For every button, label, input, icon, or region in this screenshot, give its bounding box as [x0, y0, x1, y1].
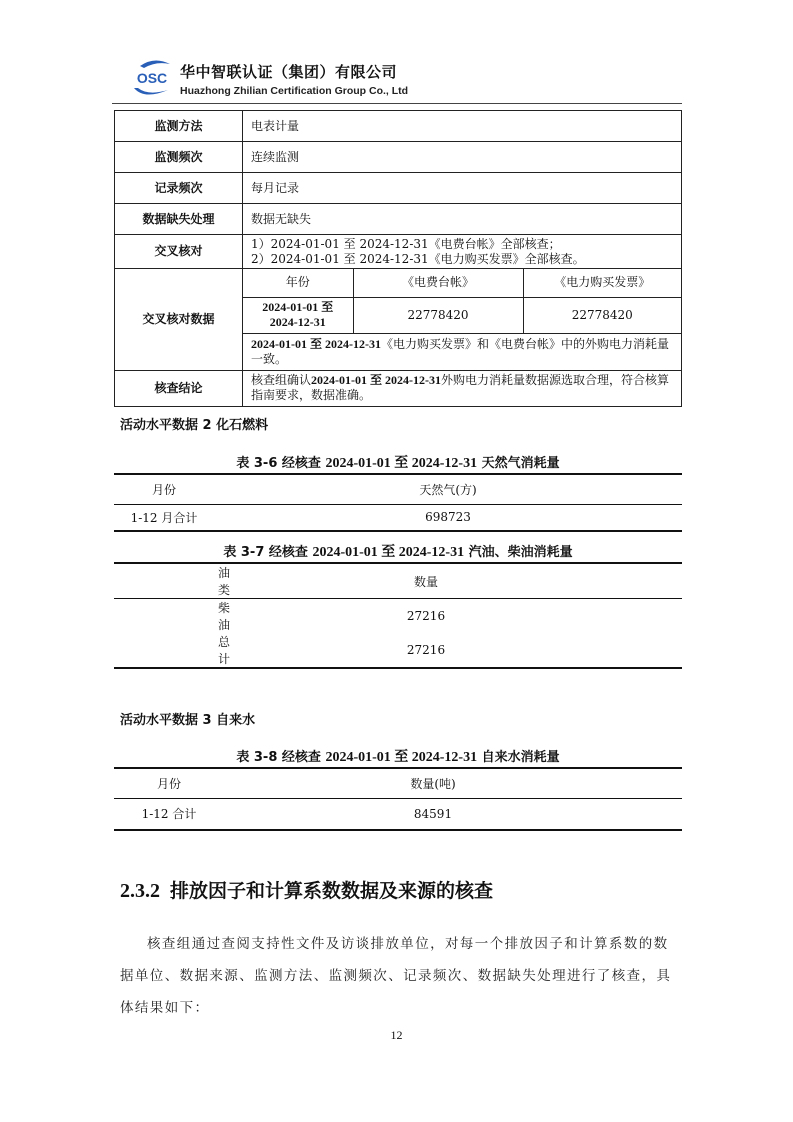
row-label: 监测频次 [115, 142, 243, 173]
verification-table [114, 110, 682, 407]
cell: 698723 [425, 510, 471, 525]
caption-suffix: 自来水消耗量 [481, 750, 560, 765]
cell: 84591 [413, 806, 453, 821]
table-header-row [114, 474, 682, 504]
cell: 1-12 月合计 [130, 510, 198, 525]
section-label-fossil-fuel: 活动水平数据 2 化石燃料 [120, 418, 269, 433]
heading-number: 2.3.2 [120, 880, 160, 902]
cross-check-line: 1）2024-01-01 至 2024-12-31《电费台帐》全部核查； [251, 236, 561, 251]
conclusion-prefix: 核查组确认 [251, 373, 312, 387]
row-value: 电表计量 [243, 111, 682, 142]
note-dates: 2024-01-01 至 2024-12-31 [251, 336, 381, 351]
table-row [114, 798, 682, 830]
row-label: 记录频次 [115, 173, 243, 204]
section-heading [120, 876, 493, 903]
natural-gas-table [114, 473, 682, 532]
cell: 27216 [406, 609, 446, 623]
caption-dates: 2024-01-01 至 2024-12-31 [325, 456, 478, 471]
caption-prefix: 表 3-8 经核查 [236, 750, 321, 765]
period-cell [243, 297, 353, 333]
column-header: 月份 [151, 482, 176, 497]
table-row-conclusion [115, 370, 682, 406]
note-text: 《电力购买发票》和《电费台帐》中的外购电力消耗量一致。 [251, 336, 670, 366]
column-header: 数量(吨) [410, 776, 456, 791]
row-label: 交叉核对数据 [115, 269, 243, 371]
caption-dates: 2024-01-01 至 2024-12-31 [325, 750, 478, 765]
cell: 总计 [218, 635, 231, 666]
ledger-value: 22778420 [353, 297, 523, 333]
cross-check-line: 2）2024-01-01 至 2024-12-31《电力购买发票》全部核查。 [251, 251, 585, 266]
table-row [115, 173, 682, 204]
page-header [112, 56, 682, 104]
table-row [115, 204, 682, 235]
row-label: 数据缺失处理 [115, 204, 243, 235]
table-row [115, 142, 682, 173]
caption-prefix: 表 3-7 经核查 [223, 545, 308, 560]
conclusion-dates: 2024-01-01 至 2024-12-31 [311, 373, 442, 387]
period-end: 2024-12-31 [269, 315, 326, 329]
caption-suffix: 天然气消耗量 [481, 456, 560, 471]
table-row [114, 599, 682, 634]
invoice-value: 22778420 [523, 297, 681, 333]
company-name-cn: 华中智联认证（集团）有限公司 [180, 63, 398, 81]
table-header-row [114, 563, 682, 599]
cell: 1-12 合计 [141, 807, 197, 822]
table-caption-3-8 [114, 746, 682, 766]
table-row [114, 633, 682, 668]
conclusion-text [243, 370, 682, 406]
cross-data-note [243, 333, 681, 370]
header-divider [112, 103, 682, 104]
sub-header: 《电力购买发票》 [523, 269, 681, 297]
row-label: 核查结论 [115, 370, 243, 406]
table-caption-3-7 [114, 541, 682, 561]
table-row [114, 504, 682, 531]
body-paragraph: 核查组通过查阅支持性文件及访谈排放单位，对每一个排放因子和计算系数的数据单位、数据来源、监测方法、监测频次、记录频次、数据缺失处理进行了核查，具体结果如下： [120, 936, 672, 1016]
conclusion-rest: 外购电力消耗量数据源选取合理，符合核算指南要求，数据准确。 [251, 373, 670, 402]
row-value: 数据无缺失 [243, 204, 682, 235]
table-row-cross-data [115, 269, 682, 371]
column-header: 天然气(方) [419, 482, 477, 497]
caption-prefix: 表 3-6 经核查 [236, 456, 321, 471]
caption-dates: 2024-01-01 至 2024-12-31 [312, 545, 465, 560]
cross-data-subtable [243, 269, 681, 370]
company-logo-icon [130, 58, 174, 100]
period-start: 2024-01-01 至 [262, 300, 334, 314]
row-label: 交叉核对 [115, 235, 243, 269]
table-row [115, 111, 682, 142]
row-value: 连续监测 [243, 142, 682, 173]
column-header: 数量 [414, 574, 439, 589]
row-value [243, 235, 682, 269]
company-name-en: Huazhong Zhilian Certification Group Co., Ltd [180, 85, 409, 97]
tap-water-table [114, 767, 682, 831]
column-header: 月份 [156, 776, 181, 791]
column-header: 油类 [218, 566, 231, 597]
table-caption-3-6 [114, 452, 682, 472]
heading-title: 排放因子和计算系数数据及来源的核查 [170, 880, 494, 902]
page-number: 12 [390, 1028, 403, 1042]
row-label: 监测方法 [115, 111, 243, 142]
table-header-row [114, 768, 682, 798]
oil-table [114, 562, 682, 669]
table-row-cross-check [115, 235, 682, 269]
sub-header: 《电费台帐》 [353, 269, 523, 297]
cell: 27216 [406, 643, 446, 657]
row-value: 每月记录 [243, 173, 682, 204]
caption-suffix: 汽油、柴油消耗量 [468, 545, 573, 560]
cell: 柴油 [218, 601, 231, 632]
section-label-tap-water: 活动水平数据 3 自来水 [120, 713, 256, 728]
sub-header: 年份 [243, 269, 353, 297]
cross-data-cell [243, 269, 682, 371]
svg-text:OSC: OSC [136, 70, 168, 86]
